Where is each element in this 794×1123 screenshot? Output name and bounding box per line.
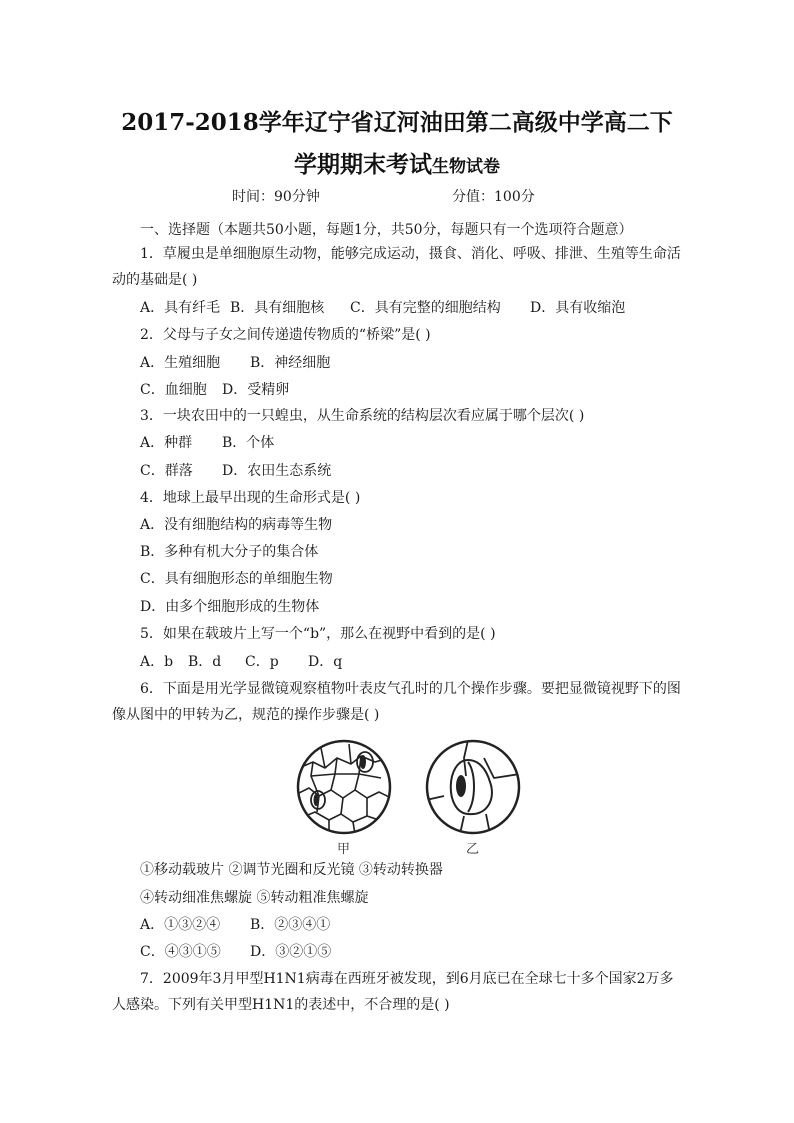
exam-title-line2 (0, 146, 794, 179)
q6-option-a: A．①③②④ (140, 917, 221, 933)
exam-score: 分值：100分 (452, 189, 535, 205)
q1-option-b: B．具有细胞核 (230, 300, 325, 316)
q4-stem: 4．地球上最早出现的生命形式是( ) (140, 490, 361, 506)
q4-option-c: C．具有细胞形态的单细胞生物 (140, 571, 333, 587)
q6-steps-line1: ①移动载玻片 ②调节光圈和反光镜 ③转动转换器 (140, 862, 443, 878)
q2-option-b: B．神经细胞 (250, 355, 331, 371)
q1-option-d: D．具有收缩泡 (530, 300, 626, 316)
q4-option-b: B．多种有机大分子的集合体 (140, 544, 319, 560)
microscope-field-jia (295, 738, 393, 836)
q3-option-a: A．种群 (140, 435, 193, 451)
q6-stem-line1: 6．下面是用光学显微镜观察植物叶表皮气孔时的几个操作步骤。要把显微镜视野下的图 (140, 681, 681, 697)
q6-option-d: D．③②①⑤ (250, 944, 332, 960)
q2-option-d: D．受精卵 (222, 382, 290, 398)
q5-option-c: C．p (245, 654, 279, 670)
q3-stem: 3．一块农田中的一只蝗虫，从生命系统的结构层次看应属于哪个层次( ) (140, 408, 585, 424)
section-heading: 一、选择题（本题共50小题，每题1分，共50分，每题只有一个选项符合题意） (140, 222, 633, 238)
q4-option-d: D．由多个细胞形成的生物体 (140, 599, 320, 615)
exam-title-main: 学期期末考试 (294, 151, 432, 178)
q1-stem-line1: 1．草履虫是单细胞原生动物，能够完成运动，摄食、消化、呼吸、排泄、生殖等生命活 (140, 246, 681, 262)
q1-option-c: C．具有完整的细胞结构 (350, 300, 501, 316)
exam-title-line1: 2017-2018学年辽宁省辽河油田第二高级中学高二下 (121, 109, 673, 136)
q2-option-c: C．血细胞 (140, 382, 207, 398)
q3-option-b: B．个体 (222, 435, 275, 451)
q5-stem: 5．如果在载玻片上写一个“b”，那么在视野中看到的是( ) (140, 626, 496, 642)
exam-time: 时间：90分钟 (232, 189, 320, 205)
q7-stem-line1: 7．2009年3月甲型H1N1病毒在西班牙被发现，到6月底已在全球七十多个国家2万多 (140, 971, 674, 987)
q6-option-b: B．②③④① (250, 917, 331, 933)
q5-option-a: A．b (140, 654, 174, 670)
q6-option-c: C．④③①⑤ (140, 944, 221, 960)
q4-option-a: A．没有细胞结构的病毒等生物 (140, 517, 333, 533)
q5-option-d: D．q (308, 654, 343, 670)
q1-stem-line2: 动的基础是( ) (112, 272, 198, 288)
q2-option-a: A．生殖细胞 (140, 355, 221, 371)
q3-option-d: D．农田生态系统 (222, 463, 332, 479)
figure-label-jia: 甲 (337, 842, 351, 857)
q6-steps-line2: ④转动细准焦螺旋 ⑤转动粗准焦螺旋 (140, 890, 369, 906)
q3-option-c: C．群落 (140, 463, 193, 479)
q1-option-a: A．具有纤毛 (140, 300, 221, 316)
microscope-field-yi (424, 738, 522, 836)
q5-option-b: B．d (188, 654, 222, 670)
q7-stem-line2: 人感染。下列有关甲型H1N1的表述中，不合理的是( ) (112, 997, 450, 1013)
exam-title-subject: 生物试卷 (432, 157, 500, 177)
q6-stem-line2: 像从图中的甲转为乙，规范的操作步骤是( ) (112, 707, 380, 723)
figure-label-yi: 乙 (466, 842, 480, 857)
q2-stem: 2．父母与子女之间传递遗传物质的“桥梁”是( ) (140, 327, 431, 343)
